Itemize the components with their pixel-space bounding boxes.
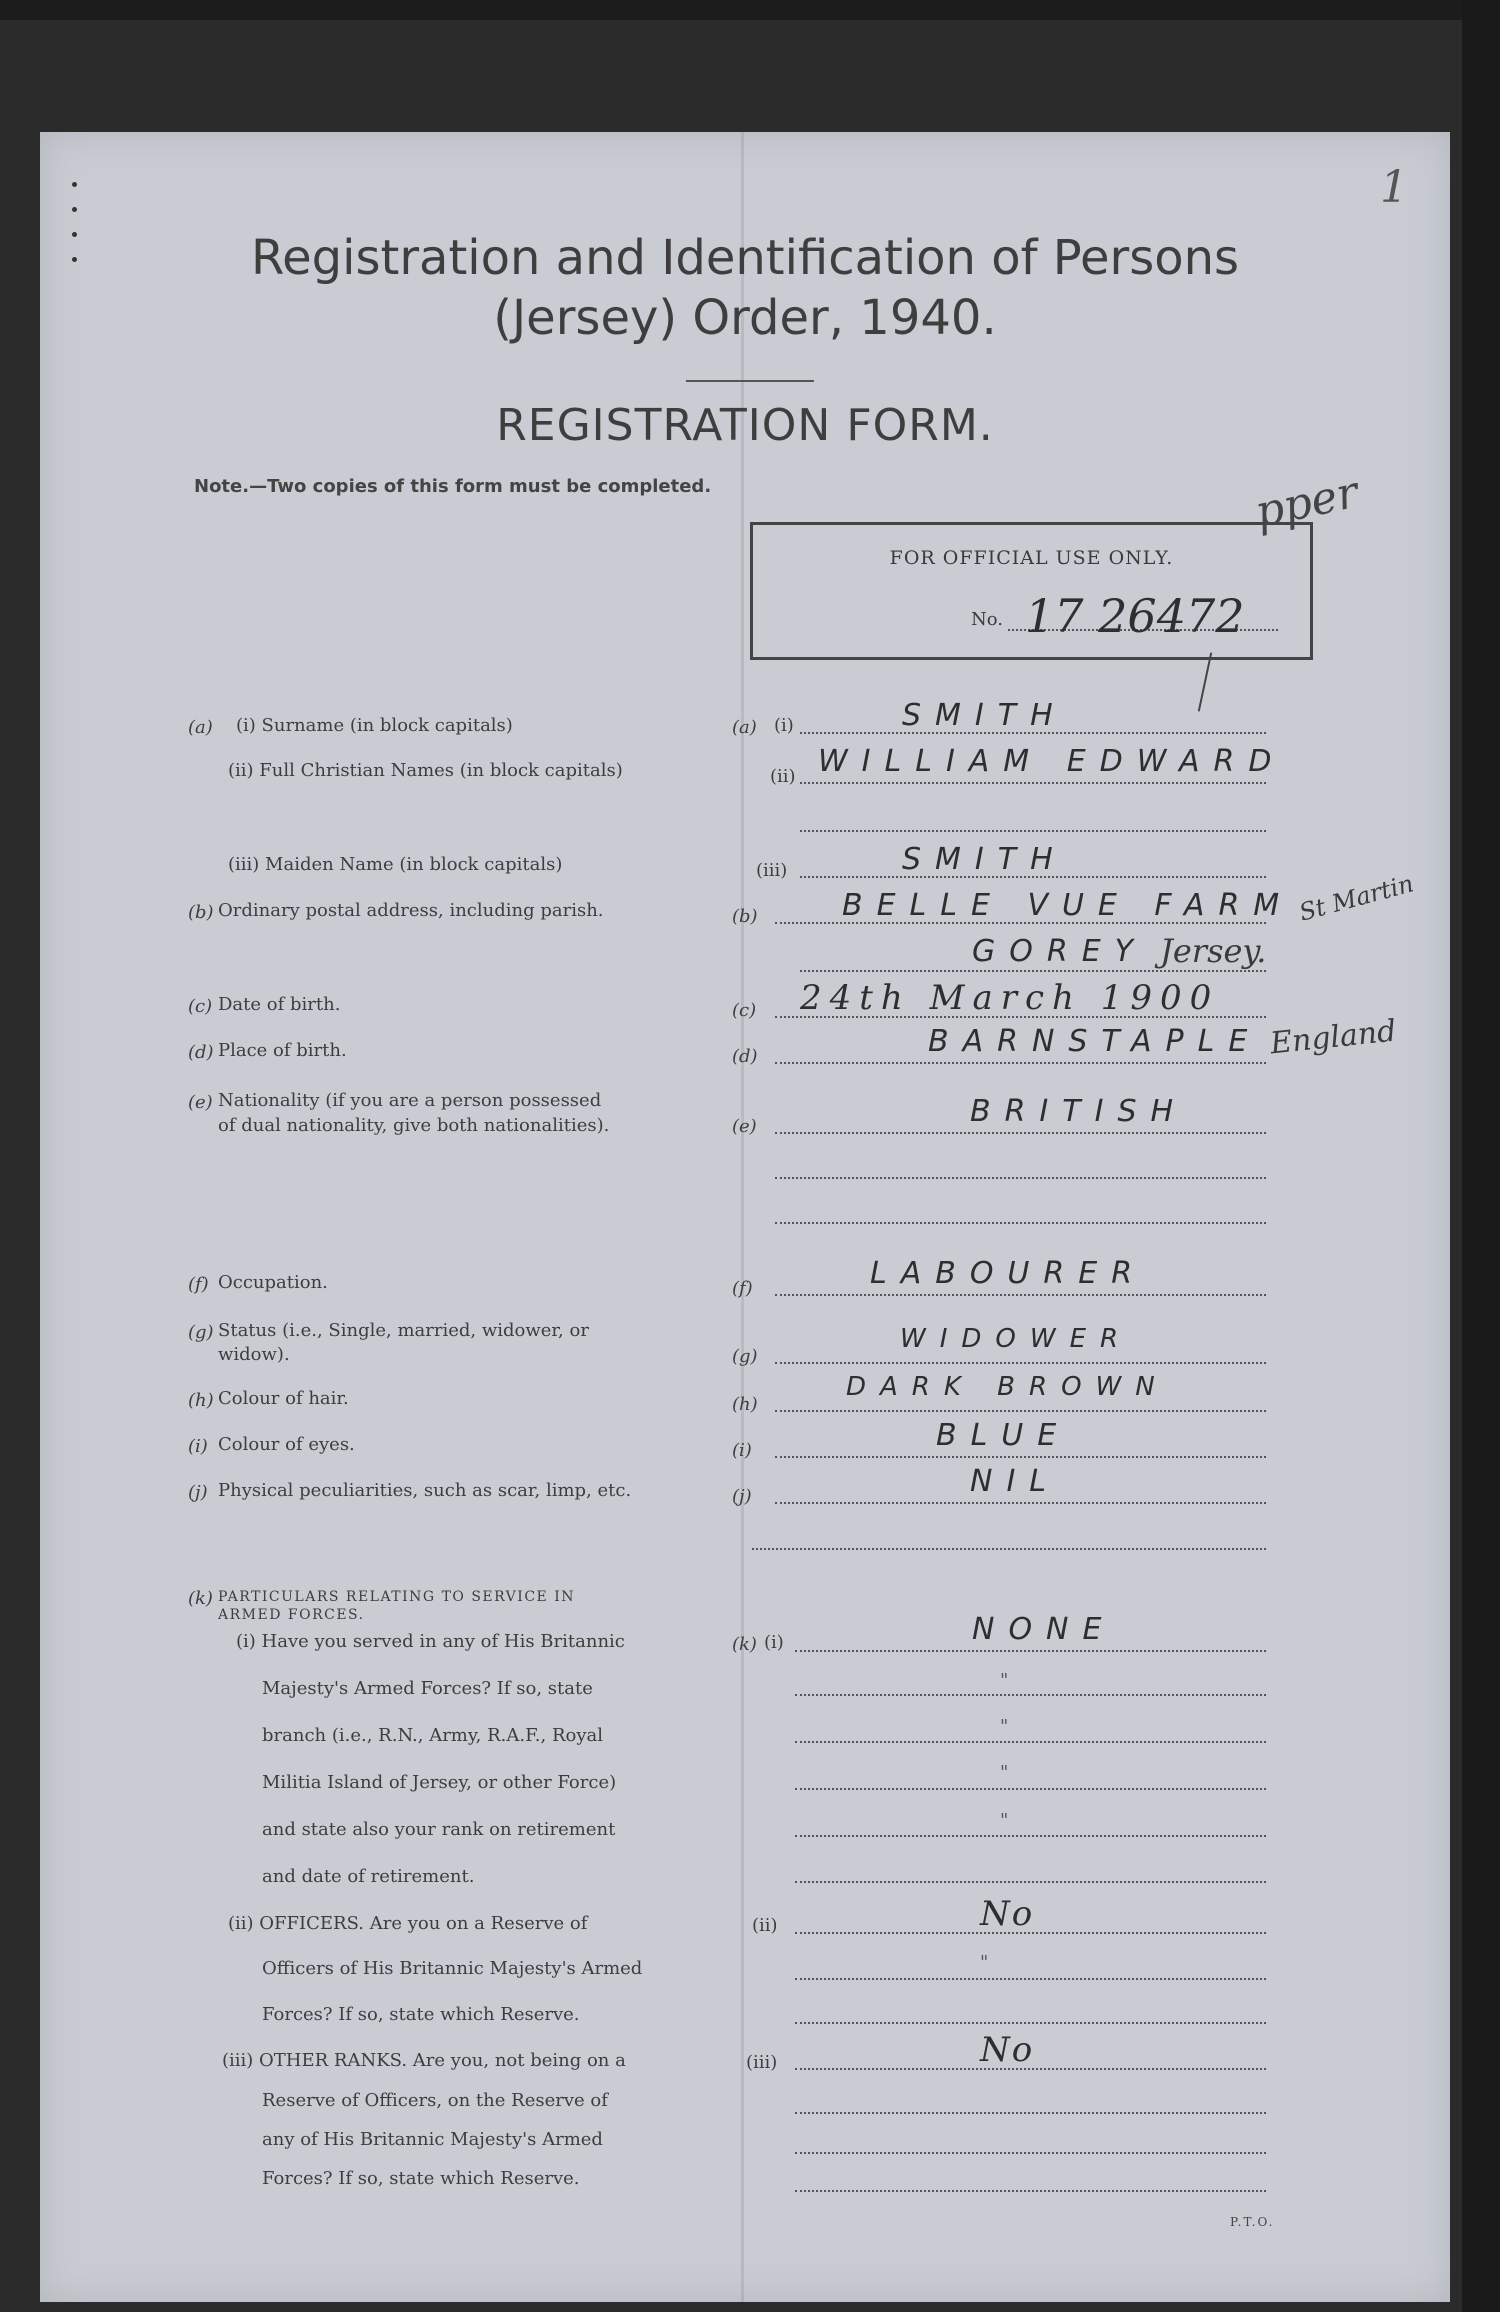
- nationality-line-2: [775, 1177, 1266, 1179]
- peculiarities-line-2: [752, 1548, 1266, 1550]
- nationality-line-3: [775, 1222, 1266, 1224]
- registration-form-sheet: [40, 132, 1450, 2302]
- peculiarities-value: NIL: [970, 1464, 1061, 1499]
- field-i-label: Colour of eyes.: [218, 1434, 355, 1455]
- status-value: WIDOWER: [900, 1324, 1133, 1354]
- field-i-letter: (i): [188, 1436, 208, 1457]
- official-initials: pper: [1250, 466, 1363, 539]
- answer-i-prefix: (i): [732, 1440, 752, 1461]
- field-a-letter: (a): [188, 717, 213, 738]
- eye-colour-line: [775, 1456, 1266, 1458]
- form-heading: REGISTRATION FORM.: [496, 400, 994, 451]
- ditto-mark-2: ": [1000, 1716, 1009, 1737]
- field-k-iii-line3: any of His Britannic Majesty's Armed: [262, 2129, 603, 2150]
- christian-names-value: WILLIAM EDWARD: [818, 744, 1286, 779]
- armed-service-line-6: [795, 1881, 1266, 1883]
- scan-border-top: [0, 0, 1500, 20]
- answer-g-prefix: (g): [732, 1346, 758, 1367]
- field-h-letter: (h): [188, 1390, 214, 1411]
- field-e-label-line1: Nationality (if you are a person possessed: [218, 1090, 602, 1111]
- field-e-label-line2: of dual nationality, give both nationalities).: [218, 1115, 610, 1136]
- field-c-label: Date of birth.: [218, 994, 341, 1015]
- field-e-letter: (e): [188, 1092, 213, 1113]
- official-use-box: [750, 522, 1313, 660]
- address-line2-value: GOREY: [972, 934, 1147, 969]
- ditto-mark-1: ": [1000, 1670, 1009, 1691]
- field-k-iii-line4: Forces? If so, state which Reserve.: [262, 2168, 580, 2189]
- date-of-birth-value: 24th March 1900: [800, 978, 1220, 1018]
- field-f-label: Occupation.: [218, 1272, 328, 1293]
- officer-reserve-value: No: [980, 1894, 1035, 1934]
- field-f-letter: (f): [188, 1274, 209, 1295]
- nationality-line: [775, 1132, 1266, 1134]
- field-g-label-line2: widow).: [218, 1344, 290, 1365]
- field-d-label: Place of birth.: [218, 1040, 347, 1061]
- status-line: [775, 1362, 1266, 1364]
- form-note: Note.—Two copies of this form must be completed.: [194, 476, 712, 497]
- field-b-letter: (b): [188, 902, 214, 923]
- field-k-i-line5: and state also your rank on retirement: [262, 1819, 616, 1840]
- answer-a-iii-prefix: (iii): [756, 860, 788, 881]
- official-number-label: No.: [971, 609, 1003, 630]
- answer-f-prefix: (f): [732, 1278, 753, 1299]
- address-margin-note: St Martin: [1296, 869, 1417, 927]
- answer-c-prefix: (c): [732, 1000, 757, 1021]
- field-b-label: Ordinary postal address, including parish.: [218, 900, 604, 921]
- field-k-heading-line2: ARMED FORCES.: [218, 1607, 365, 1623]
- armed-service-line-5: [795, 1835, 1266, 1837]
- armed-service-line-3: [795, 1741, 1266, 1743]
- place-of-birth-value: BARNSTAPLE: [928, 1024, 1262, 1059]
- field-k-letter: (k): [188, 1588, 213, 1609]
- field-a-ii-label: (ii) Full Christian Names (in block capitals): [228, 760, 623, 781]
- address-line-2: [800, 970, 1266, 972]
- official-number-value: 17 26472: [1025, 589, 1245, 643]
- field-k-i-line2: Majesty's Armed Forces? If so, state: [262, 1678, 593, 1699]
- field-c-letter: (c): [188, 996, 213, 1017]
- paper-fold: [741, 132, 744, 2302]
- officer-reserve-line-2: [795, 1978, 1266, 1980]
- answer-k-iii-prefix: (iii): [746, 2052, 778, 2073]
- answer-h-prefix: (h): [732, 1394, 758, 1415]
- hair-colour-line: [775, 1410, 1266, 1412]
- field-k-iii-line1: (iii) OTHER RANKS. Are you, not being on a: [222, 2050, 626, 2071]
- field-d-letter: (d): [188, 1042, 214, 1063]
- answer-d-prefix: (d): [732, 1046, 758, 1067]
- field-j-label: Physical peculiarities, such as scar, limp, etc.: [218, 1480, 632, 1501]
- field-k-i-line1: (i) Have you served in any of His Britannic: [236, 1631, 625, 1652]
- answer-k-ii-prefix: (ii): [752, 1915, 778, 1936]
- occupation-line: [775, 1294, 1266, 1296]
- ditto-mark-3: ": [1000, 1762, 1009, 1783]
- other-ranks-line-3: [795, 2152, 1266, 2154]
- occupation-value: LABOURER: [870, 1256, 1147, 1291]
- answer-k-prefix: (k): [732, 1634, 757, 1655]
- eye-colour-value: BLUE: [936, 1418, 1071, 1453]
- nationality-value: BRITISH: [970, 1094, 1188, 1129]
- ditto-mark-5: ": [980, 1952, 989, 1973]
- other-ranks-value: No: [980, 2030, 1035, 2070]
- field-k-i-line4: Militia Island of Jersey, or other Force): [262, 1772, 617, 1793]
- answer-a-i-prefix: (i): [774, 715, 794, 736]
- please-turn-over: P.T.O.: [1230, 2215, 1275, 2229]
- answer-k-i-prefix: (i): [764, 1632, 784, 1653]
- officer-reserve-line-3: [795, 2022, 1266, 2024]
- hair-colour-value: DARK BROWN: [846, 1372, 1169, 1402]
- surname-value: SMITH: [902, 698, 1067, 733]
- peculiarities-line: [775, 1502, 1266, 1504]
- official-use-title: FOR OFFICIAL USE ONLY.: [889, 547, 1174, 569]
- field-k-heading-line1: PARTICULARS RELATING TO SERVICE IN: [218, 1589, 575, 1605]
- ditto-mark-4: ": [1000, 1810, 1009, 1831]
- address-line2-note: Jersey.: [1160, 932, 1267, 970]
- field-g-letter: (g): [188, 1322, 214, 1343]
- armed-service-value: NONE: [972, 1612, 1116, 1647]
- form-title-line2: (Jersey) Order, 1940.: [493, 290, 997, 346]
- place-of-birth-line: [775, 1062, 1266, 1064]
- field-j-letter: (j): [188, 1482, 208, 1503]
- place-of-birth-note: England: [1268, 1013, 1398, 1062]
- other-ranks-line-4: [795, 2190, 1266, 2192]
- scan-border-right: [1462, 0, 1500, 2312]
- armed-service-line-1: [795, 1650, 1266, 1652]
- armed-service-line-2: [795, 1694, 1266, 1696]
- form-title-line1: Registration and Identification of Persons: [250, 230, 1240, 286]
- field-h-label: Colour of hair.: [218, 1388, 349, 1409]
- other-ranks-line-2: [795, 2112, 1266, 2114]
- field-k-ii-line2: Officers of His Britannic Majesty's Armed: [262, 1958, 643, 1979]
- answer-b-prefix: (b): [732, 906, 758, 927]
- field-a-iii-label: (iii) Maiden Name (in block capitals): [228, 854, 563, 875]
- answer-a-prefix: (a): [732, 717, 757, 738]
- answer-j-prefix: (j): [732, 1486, 752, 1507]
- field-k-i-line6: and date of retirement.: [262, 1866, 475, 1887]
- field-k-ii-line3: Forces? If so, state which Reserve.: [262, 2004, 580, 2025]
- christian-names-line-2: [800, 830, 1266, 832]
- corner-page-mark: 1: [1380, 162, 1408, 213]
- field-k-ii-line1: (ii) OFFICERS. Are you on a Reserve of: [228, 1913, 588, 1934]
- answer-a-ii-prefix: (ii): [770, 766, 796, 787]
- initials-stroke: [1198, 652, 1212, 711]
- maiden-name-value: SMITH: [902, 842, 1067, 877]
- field-g-label-line1: Status (i.e., Single, married, widower, or: [218, 1320, 589, 1341]
- address-line1-value: BELLE VUE FARM: [842, 888, 1294, 923]
- armed-service-line-4: [795, 1788, 1266, 1790]
- christian-names-line: [800, 782, 1266, 784]
- field-k-i-line3: branch (i.e., R.N., Army, R.A.F., Royal: [262, 1725, 603, 1746]
- field-k-iii-line2: Reserve of Officers, on the Reserve of: [262, 2090, 608, 2111]
- answer-e-prefix: (e): [732, 1116, 757, 1137]
- field-a-i-label: (i) Surname (in block capitals): [236, 715, 513, 736]
- title-divider: [686, 380, 814, 382]
